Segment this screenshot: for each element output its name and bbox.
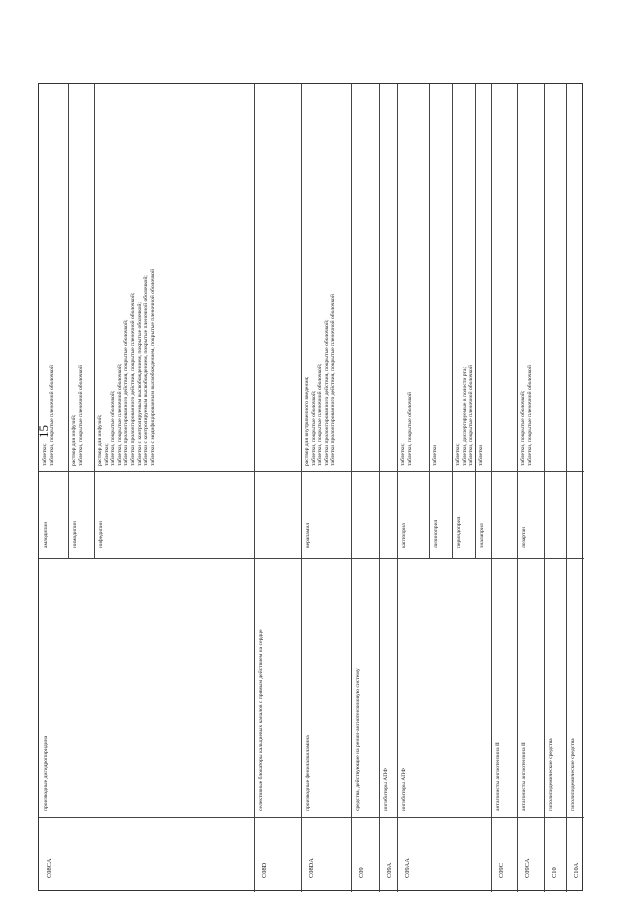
table-rule — [351, 471, 379, 472]
table-rule — [68, 84, 69, 558]
dosage-forms-line: таблетки; — [400, 443, 406, 466]
table-rule — [379, 471, 397, 472]
table-rule — [566, 84, 567, 892]
dosage-forms-line: таблетки, диспергируемые в полости рта; — [461, 367, 468, 466]
dosage-forms-line: таблетки; — [103, 443, 110, 466]
dosage-forms-line: таблетки пролонгированного действия, покрытые оболочкой; — [123, 319, 130, 466]
table-rule — [254, 471, 301, 472]
dosage-forms-line: таблетки, покрытые пленочной оболочкой; — [116, 363, 123, 466]
dosage-forms-line: таблетки, покрытые оболочкой; — [520, 390, 526, 466]
table-rule — [351, 84, 352, 892]
group-name-text: ингибиторы АПФ — [383, 768, 389, 811]
inn-name-text: верапамил — [305, 522, 311, 548]
atc-code-text: C09A — [386, 862, 393, 878]
group-name-text: антагонисты ангиотензина II — [495, 742, 501, 811]
atc-code-text: C09C — [498, 863, 505, 878]
group-name-text: гиполипидемические средства — [570, 738, 576, 811]
dosage-forms-line: таблетки с контролируемым высвобождением, покрытые пленочной оболочкой; — [143, 275, 150, 466]
table-rule — [301, 817, 351, 818]
table-rule — [397, 471, 491, 472]
atc-code-text: C09CA — [524, 858, 531, 878]
table-rule — [491, 817, 517, 818]
dosage-forms-line: раствор для инфузий; — [71, 414, 77, 466]
table-rule — [351, 558, 379, 559]
dosage-forms-line: таблетки, покрытые пленочной оболочкой — [526, 365, 533, 466]
table-rule — [94, 84, 95, 558]
dosage-forms-line: таблетки пролонгированного действия, покрытые оболочкой; — [323, 319, 330, 466]
table-rule — [397, 817, 491, 818]
table-rule — [351, 817, 379, 818]
dosage-forms-line: таблетки; — [455, 443, 461, 466]
table-rule — [544, 558, 566, 559]
dosage-forms-line: таблетки, покрытые оболочкой; — [110, 390, 117, 466]
group-name-text: гиполипидемические средства — [548, 738, 554, 811]
table-rule — [491, 84, 492, 892]
inn-name-text: каптоприл — [401, 523, 407, 548]
table-rule — [301, 471, 351, 472]
dosage-forms-line: таблетки пролонгированного действия, покрытые пленочной оболочкой; — [129, 292, 136, 466]
group-name-text: селективные блокаторы кальциевых каналов с прямым действием на сердце — [258, 629, 264, 811]
table-rule — [397, 558, 491, 559]
page-number: 15 — [36, 425, 51, 438]
dosage-forms-line: таблетки, покрытые пленочной оболочкой; — [317, 363, 324, 466]
atc-code-text: C08CA — [46, 858, 53, 878]
table-rule — [379, 817, 397, 818]
table-rule — [491, 471, 517, 472]
table-rule — [39, 558, 254, 559]
table-rule — [452, 84, 453, 558]
inn-name-text: эналаприл — [479, 523, 485, 548]
inn-name-text: периндоприл — [456, 516, 462, 548]
dosage-forms-line: раствор для внутривенного введения; — [304, 376, 310, 466]
table-rule — [517, 471, 544, 472]
table-rule — [429, 84, 430, 558]
table-rule — [544, 471, 566, 472]
dosage-forms-line: таблетки, покрытые пленочной оболочкой — [77, 365, 84, 466]
table-rule — [566, 471, 584, 472]
table-rule — [397, 84, 398, 892]
table-rule — [39, 817, 254, 818]
inn-name-text: лизиноприл — [433, 519, 439, 548]
table-rule — [566, 558, 584, 559]
atc-code-text: C09AA — [404, 858, 411, 878]
group-name-text: средства, действующие на ренин-ангиотензиновую систему — [355, 668, 361, 811]
dosage-forms-line: таблетки, покрытые пленочной оболочкой — [48, 365, 55, 466]
table-rule — [517, 817, 544, 818]
table-rule — [301, 84, 302, 892]
dosage-forms-line: таблетки — [478, 444, 484, 466]
table-rule — [491, 558, 517, 559]
table-rule — [544, 84, 545, 892]
dosage-forms-line: таблетки, покрытые пленочной оболочкой — [468, 365, 475, 466]
table-rule — [517, 558, 544, 559]
table-rule — [39, 471, 254, 472]
table-rule — [379, 84, 380, 892]
dosage-forms-line: таблетки с контролируемым высвобождением, покрытые оболочкой; — [136, 302, 143, 466]
dosage-forms-line: таблетки пролонгированного действия, покрытые пленочной оболочкой — [330, 294, 337, 466]
inn-name-text: нифедипин — [98, 521, 104, 548]
group-name-text: ингибиторы АПФ — [401, 768, 407, 811]
dosage-forms-line: таблетки, покрытые оболочкой; — [310, 390, 317, 466]
group-name-text: производные дигидропиридина — [43, 735, 49, 811]
table-rule — [254, 84, 255, 892]
group-name-text: антагонисты ангиотензина II — [521, 742, 527, 811]
table-rule — [566, 817, 584, 818]
inn-name-text: амлодипин — [43, 521, 49, 548]
dosage-forms-line: таблетки; — [42, 443, 48, 466]
atc-code-text: C08D — [261, 862, 268, 878]
atc-code-text: C10 — [551, 867, 558, 878]
dosage-forms-line: раствор для инфузий; — [97, 414, 103, 466]
table-rule — [254, 558, 301, 559]
inn-name-text: нимодипин — [72, 521, 78, 548]
drug-table — [38, 83, 583, 891]
table-rule — [379, 558, 397, 559]
atc-code-text: C09 — [358, 867, 365, 878]
table-rule — [254, 817, 301, 818]
table-rule — [544, 817, 566, 818]
inn-name-text: лозартан — [521, 527, 527, 548]
table-rule — [517, 84, 518, 892]
dosage-forms-line: таблетки с модифицированным высвобождением, покрытые пленочной оболочкой — [149, 268, 156, 466]
group-name-text: производные фенилалкиламина — [305, 735, 311, 811]
table-rule — [301, 558, 351, 559]
atc-code-text: C10A — [573, 862, 580, 878]
atc-code-text: C08DA — [308, 858, 315, 878]
table-rule — [475, 84, 476, 558]
dosage-forms-line: таблетки, покрытые оболочкой — [406, 392, 413, 466]
dosage-forms-line: таблетки — [432, 444, 438, 466]
